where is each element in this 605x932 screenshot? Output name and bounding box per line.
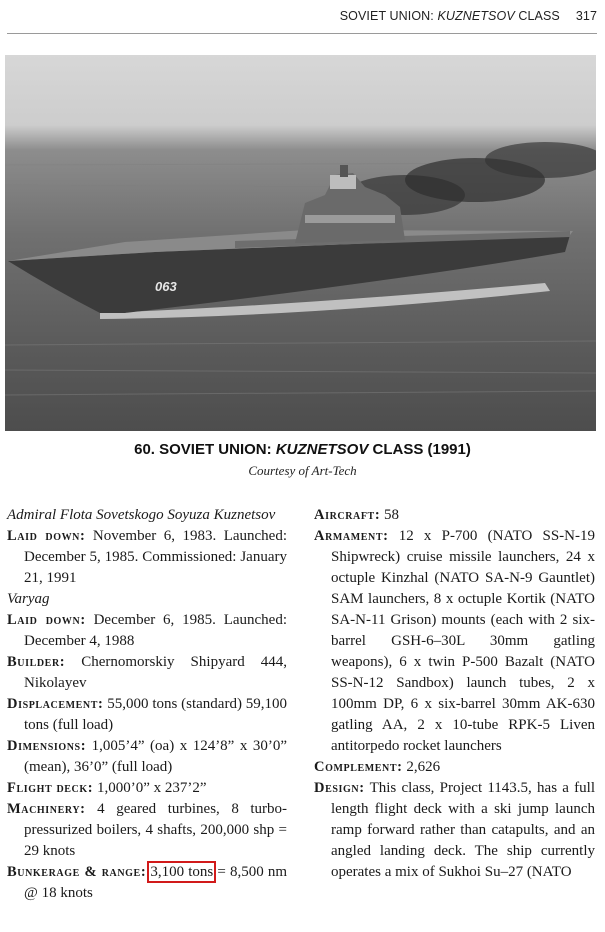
- design-entry: [314, 778, 595, 883]
- ship1-laid-text: November 6, 1983. Launched: December 5, 1985. Commissioned: January 21, 1991: [24, 528, 287, 586]
- displacement-label: Displacement:: [7, 696, 104, 712]
- bunkerage-entry: [7, 862, 287, 904]
- displacement-entry: [7, 694, 287, 736]
- armament-entry: [314, 526, 595, 757]
- dimensions-text: 1,005’4” (oa) x 124’8” x 30’0” (mean), 36’0” (full load): [24, 738, 287, 775]
- caption-class-name: KUZNETSOV: [275, 441, 369, 458]
- figure-caption: [0, 441, 605, 458]
- bunkerage-text: = 8,500 nm @ 18 knots: [24, 864, 287, 901]
- right-column: [314, 505, 595, 883]
- ship1-laid-down: [7, 526, 287, 589]
- figure-credit: Courtesy of Art-Tech: [248, 463, 357, 478]
- displacement-text: 55,000 tons (standard) 59,100 tons (full load): [24, 696, 288, 733]
- caption-prefix: 60. SOVIET UNION:: [134, 441, 276, 458]
- hull-number: 063: [155, 279, 177, 294]
- carrier-photo: [5, 55, 596, 431]
- armament-text: 12 x P-700 (NATO SS-N-19 Shipwreck) cruise missile launchers, 24 x octuple Kinzhal (NATO SA-N-9 Gauntlet) SAM launchers, 8 x octuple Kortik (NATO SA-N-11 Grison) mounts (each with 2 six-barrel GSH-6–30L 30mm gatling weapons), 6 x twin P-500 Bazalt (NATO SS-N-12 Sandbox) launch tubes, 2 x 100mm DP, 6 x six-barrel 30mm AK-630 gatling AA, 2 x 10-tube RPK-5 Liven antitorpedo rocket launchers: [331, 528, 595, 754]
- bunkerage-highlight-box: 3,100 tons: [150, 864, 214, 880]
- complement-label: Complement:: [314, 759, 403, 775]
- complement-entry: [314, 757, 595, 778]
- bunkerage-label: Bunkerage & range:: [7, 864, 147, 880]
- running-title-prefix: SOVIET UNION:: [339, 9, 438, 23]
- dimensions-label: Dimensions:: [7, 738, 87, 754]
- aircraft-entry: [314, 505, 595, 526]
- machinery-entry: [7, 799, 287, 862]
- flight-deck-label: Flight deck:: [7, 780, 94, 796]
- running-header: [0, 9, 597, 27]
- ship2-laid-text: December 6, 1985. Launched: December 4, 1988: [24, 612, 287, 649]
- ship2-laid-down: [7, 610, 287, 652]
- ship2-name: Varyag: [7, 591, 50, 607]
- dimensions-entry: [7, 736, 287, 778]
- running-title-class: KUZNETSOV: [437, 9, 515, 23]
- running-title-suffix: CLASS: [514, 9, 560, 23]
- aircraft-label: Aircraft:: [314, 507, 381, 523]
- machinery-text: 4 geared turbines, 8 turbo-pressurized boilers, 4 shafts, 200,000 shp = 29 knots: [24, 801, 288, 859]
- armament-label: Armament:: [314, 528, 389, 544]
- ship1-laid-label: Laid down:: [7, 528, 86, 544]
- ship2-laid-label: Laid down:: [7, 612, 86, 628]
- ship1-name: Admiral Flota Sovetskogo Soyuza Kuznetsov: [7, 507, 276, 523]
- aircraft-text: 58: [384, 507, 400, 523]
- builder-label: Builder:: [7, 654, 66, 670]
- page-number: 317: [575, 9, 597, 23]
- builder-text: Chernomorskiy Shipyard 444, Nikolayev: [24, 654, 287, 691]
- complement-text: 2,626: [406, 759, 441, 775]
- builder-entry: [7, 652, 287, 694]
- flight-deck-entry: [7, 778, 287, 799]
- design-label: Design:: [314, 780, 365, 796]
- carrier-illustration: [5, 55, 596, 431]
- caption-suffix: CLASS (1991): [368, 441, 471, 458]
- flight-deck-text: 1,000’0” x 237’2”: [96, 780, 207, 796]
- header-rule: [7, 33, 597, 34]
- left-column: [7, 505, 287, 904]
- machinery-label: Machinery:: [7, 801, 86, 817]
- design-text: This class, Project 1143.5, has a full length flight deck with a ski jump launch ramp forward rather than catapults, and an angled landing deck. The ship currently operates a mix of Sukhoi Su–27 (NATO: [331, 780, 595, 880]
